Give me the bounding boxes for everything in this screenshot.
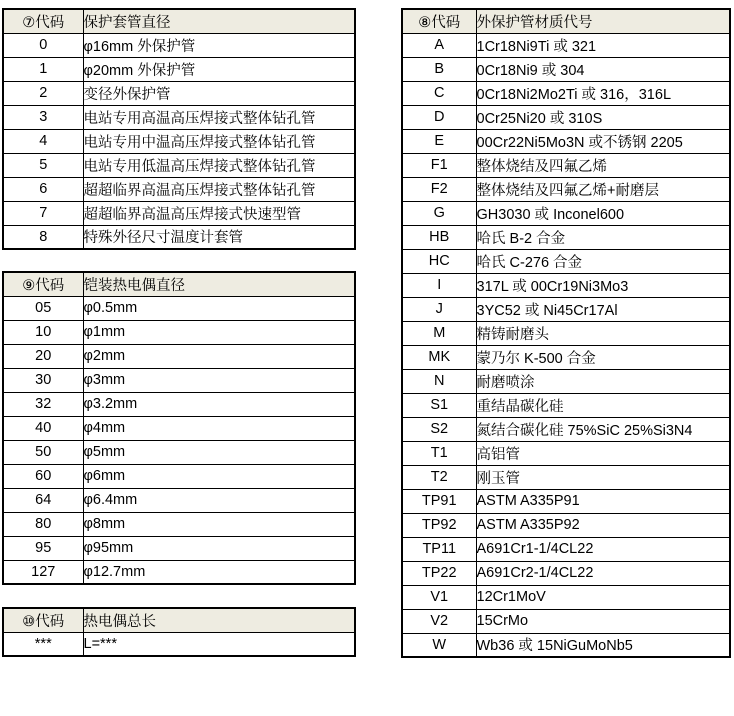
code-cell: TP91	[402, 489, 476, 513]
table-row	[402, 585, 730, 609]
table-row	[3, 536, 355, 560]
table-row	[402, 105, 730, 129]
desc-cell: 0Cr18Ni2Mo2Ti 或 316，316L	[476, 81, 730, 105]
table-row	[3, 344, 355, 368]
desc-cell: φ6mm	[83, 464, 355, 488]
right-column	[401, 8, 731, 658]
table-row	[402, 609, 730, 633]
desc-cell: 12Cr1MoV	[476, 585, 730, 609]
desc-cell: A691Cr2-1/4CL22	[476, 561, 730, 585]
code-cell: B	[402, 57, 476, 81]
code-cell: HB	[402, 225, 476, 249]
desc-cell: 高铝管	[476, 441, 730, 465]
table-row	[402, 225, 730, 249]
code-cell: M	[402, 321, 476, 345]
table-row	[402, 393, 730, 417]
desc-cell: 整体烧结及四氟乙烯	[476, 153, 730, 177]
desc-cell: 3YC52 或 Ni45Cr17Al	[476, 297, 730, 321]
desc-cell: ASTM A335P92	[476, 513, 730, 537]
table-row	[3, 512, 355, 536]
code-column-header: ⑩代码	[3, 608, 83, 632]
code-cell: S1	[402, 393, 476, 417]
code-cell: 80	[3, 512, 83, 536]
table-row	[402, 321, 730, 345]
table-row	[402, 561, 730, 585]
desc-column-header: 铠装热电偶直径	[83, 272, 355, 296]
desc-cell: φ5mm	[83, 440, 355, 464]
code-cell: 2	[3, 81, 83, 105]
code-cell: ***	[3, 632, 83, 656]
table-row	[402, 441, 730, 465]
code-cell: T2	[402, 465, 476, 489]
desc-cell: 重结晶碳化硅	[476, 393, 730, 417]
code-cell: 10	[3, 320, 83, 344]
table-row	[402, 153, 730, 177]
table-row	[402, 129, 730, 153]
desc-cell: 超超临界高温高压焊接式快速型管	[83, 201, 355, 225]
table-row	[3, 440, 355, 464]
table-row	[402, 369, 730, 393]
code-cell: HC	[402, 249, 476, 273]
desc-cell: 特殊外径尺寸温度计套管	[83, 225, 355, 249]
desc-cell: 蒙乃尔 K-500 合金	[476, 345, 730, 369]
code-cell: 40	[3, 416, 83, 440]
table-row	[402, 249, 730, 273]
table-row	[402, 297, 730, 321]
desc-cell: 氮结合碳化硅 75%SiC 25%Si3N4	[476, 417, 730, 441]
code-cell: J	[402, 297, 476, 321]
code-cell: G	[402, 201, 476, 225]
table-row	[3, 488, 355, 512]
code-cell: E	[402, 129, 476, 153]
table-row	[402, 33, 730, 57]
code-cell: TP22	[402, 561, 476, 585]
code-cell: MK	[402, 345, 476, 369]
table-row	[402, 81, 730, 105]
table-row	[402, 513, 730, 537]
desc-cell: L=***	[83, 632, 355, 656]
desc-cell: φ8mm	[83, 512, 355, 536]
desc-cell: 317L 或 00Cr19Ni3Mo3	[476, 273, 730, 297]
table-header-row	[402, 9, 730, 33]
desc-cell: 耐磨喷涂	[476, 369, 730, 393]
desc-cell: φ0.5mm	[83, 296, 355, 320]
table-row	[3, 296, 355, 320]
desc-cell: 电站专用低温高压焊接式整体钻孔管	[83, 153, 355, 177]
table-row	[3, 33, 355, 57]
code-cell: 6	[3, 177, 83, 201]
code-cell: F1	[402, 153, 476, 177]
code-cell: 50	[3, 440, 83, 464]
code-cell: 32	[3, 392, 83, 416]
desc-cell: 变径外保护管	[83, 81, 355, 105]
desc-cell: 0Cr25Ni20 或 310S	[476, 105, 730, 129]
table-row	[3, 105, 355, 129]
desc-column-header: 保护套管直径	[83, 9, 355, 33]
table-row	[3, 368, 355, 392]
table-row	[3, 81, 355, 105]
table-row	[402, 489, 730, 513]
code-cell: 64	[3, 488, 83, 512]
table-row	[402, 417, 730, 441]
desc-cell: Wb36 或 15NiGuMoNb5	[476, 633, 730, 657]
code-column-header: ⑨代码	[3, 272, 83, 296]
table-row	[3, 129, 355, 153]
desc-cell: φ1mm	[83, 320, 355, 344]
desc-cell: 刚玉管	[476, 465, 730, 489]
desc-cell: φ6.4mm	[83, 488, 355, 512]
code-cell: 7	[3, 201, 83, 225]
table-header-row	[3, 9, 355, 33]
code-column-header: ⑧代码	[402, 9, 476, 33]
desc-cell: 1Cr18Ni9Ti 或 321	[476, 33, 730, 57]
code-cell: 0	[3, 33, 83, 57]
code-cell: 3	[3, 105, 83, 129]
table-row	[3, 57, 355, 81]
desc-cell: 整体烧结及四氟乙烯+耐磨层	[476, 177, 730, 201]
desc-cell: 超超临界高温高压焊接式整体钻孔管	[83, 177, 355, 201]
desc-cell: ASTM A335P91	[476, 489, 730, 513]
table-row	[402, 633, 730, 657]
table-row	[402, 345, 730, 369]
table-row	[3, 153, 355, 177]
table-row	[402, 273, 730, 297]
table-row	[3, 392, 355, 416]
table-row	[3, 320, 355, 344]
code-cell: TP11	[402, 537, 476, 561]
table-row	[3, 560, 355, 584]
table-header-row	[3, 608, 355, 632]
code-cell: 30	[3, 368, 83, 392]
desc-cell: 电站专用中温高压焊接式整体钻孔管	[83, 129, 355, 153]
desc-cell: 电站专用高温高压焊接式整体钻孔管	[83, 105, 355, 129]
code-cell: F2	[402, 177, 476, 201]
desc-cell: φ95mm	[83, 536, 355, 560]
code-cell: A	[402, 33, 476, 57]
code-cell: I	[402, 273, 476, 297]
code-cell: D	[402, 105, 476, 129]
code-cell: N	[402, 369, 476, 393]
desc-cell: A691Cr1-1/4CL22	[476, 537, 730, 561]
desc-cell: 0Cr18Ni9 或 304	[476, 57, 730, 81]
code-cell: 4	[3, 129, 83, 153]
desc-column-header: 热电偶总长	[83, 608, 355, 632]
code-column-header: ⑦代码	[3, 9, 83, 33]
code-cell: V2	[402, 609, 476, 633]
desc-cell: φ4mm	[83, 416, 355, 440]
desc-cell: φ2mm	[83, 344, 355, 368]
code-cell: V1	[402, 585, 476, 609]
desc-cell: 哈氏 C-276 合金	[476, 249, 730, 273]
table-row	[402, 537, 730, 561]
table-protection-sleeve-diameter	[2, 8, 356, 250]
code-cell: 127	[3, 560, 83, 584]
table-header-row	[3, 272, 355, 296]
left-column	[2, 8, 356, 657]
table-row	[3, 225, 355, 249]
desc-cell: 00Cr22Ni5Mo3N 或不锈钢 2205	[476, 129, 730, 153]
code-cell: 05	[3, 296, 83, 320]
table-row	[3, 201, 355, 225]
desc-cell: 哈氏 B-2 合金	[476, 225, 730, 249]
code-cell: C	[402, 81, 476, 105]
code-cell: T1	[402, 441, 476, 465]
desc-cell: φ16mm 外保护管	[83, 33, 355, 57]
code-cell: S2	[402, 417, 476, 441]
table-row	[402, 201, 730, 225]
desc-column-header: 外保护管材质代号	[476, 9, 730, 33]
code-cell: 8	[3, 225, 83, 249]
code-cell: TP92	[402, 513, 476, 537]
code-cell: 20	[3, 344, 83, 368]
table-thermocouple-diameter	[2, 271, 356, 585]
desc-cell: GH3030 或 Inconel600	[476, 201, 730, 225]
code-cell: 60	[3, 464, 83, 488]
table-row	[402, 465, 730, 489]
table-thermocouple-total-length	[2, 607, 356, 657]
code-cell: W	[402, 633, 476, 657]
table-row	[3, 416, 355, 440]
code-cell: 95	[3, 536, 83, 560]
table-row	[402, 177, 730, 201]
desc-cell: φ3mm	[83, 368, 355, 392]
table-row	[3, 632, 355, 656]
desc-cell: 精铸耐磨头	[476, 321, 730, 345]
table-row	[3, 464, 355, 488]
table-row	[402, 57, 730, 81]
code-cell: 5	[3, 153, 83, 177]
desc-cell: φ12.7mm	[83, 560, 355, 584]
table-outer-tube-material-code	[401, 8, 731, 658]
desc-cell: φ3.2mm	[83, 392, 355, 416]
code-cell: 1	[3, 57, 83, 81]
desc-cell: 15CrMo	[476, 609, 730, 633]
table-row	[3, 177, 355, 201]
desc-cell: φ20mm 外保护管	[83, 57, 355, 81]
